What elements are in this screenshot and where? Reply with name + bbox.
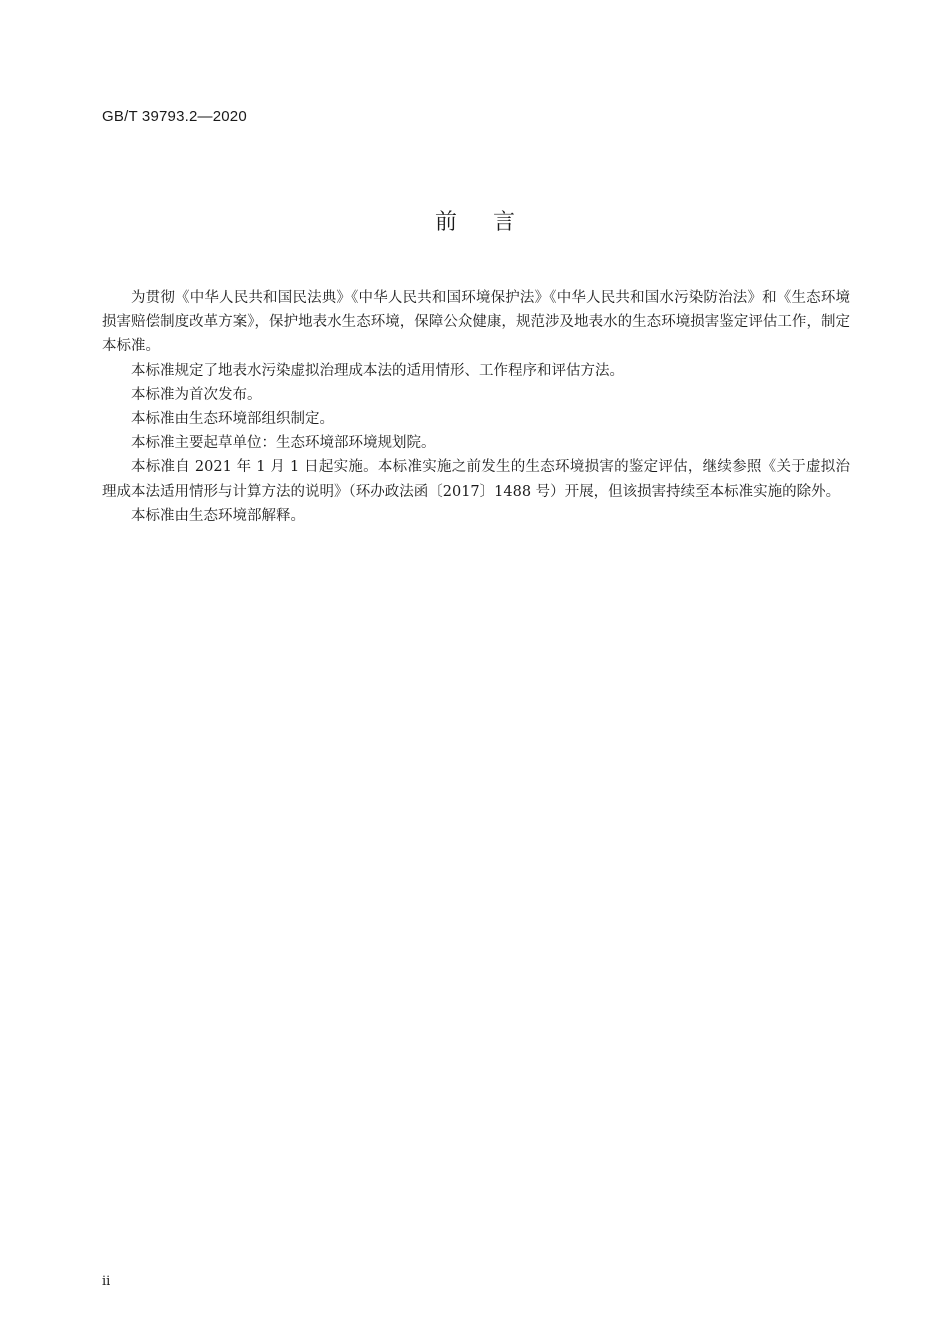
body-text bbox=[102, 286, 850, 528]
paragraph: 本标准自 2021 年 1 月 1 日起实施。本标准实施之前发生的生态环境损害的鉴定评估，继续参照《关于虚拟治理成本法适用情形与计算方法的说明》（环办政法函〔2017〕1488 号）开展，但该损害持续至本标准实施的除外。 bbox=[102, 459, 850, 500]
page-title: 前言 bbox=[434, 210, 551, 235]
paragraph: 为贯彻《中华人民共和国民法典》《中华人民共和国环境保护法》《中华人民共和国水污染防治法》和《生态环境损害赔偿制度改革方案》，保护地表水生态环境，保障公众健康，规范涉及地表水的生态环境损害鉴定评估工作，制定本标准。 bbox=[102, 290, 850, 355]
paragraph: 本标准由生态环境部组织制定。 bbox=[131, 411, 334, 428]
paragraph: 本标准由生态环境部解释。 bbox=[131, 507, 305, 524]
paragraph: 本标准主要起草单位：生态环境部环境规划院。 bbox=[131, 435, 436, 452]
page-number: ii bbox=[102, 1274, 111, 1289]
paragraph: 本标准规定了地表水污染虚拟治理成本法的适用情形、工作程序和评估方法。 bbox=[131, 362, 624, 379]
paragraph: 本标准为首次发布。 bbox=[131, 386, 262, 403]
standard-code: GB/T 39793.2—2020 bbox=[102, 108, 247, 125]
